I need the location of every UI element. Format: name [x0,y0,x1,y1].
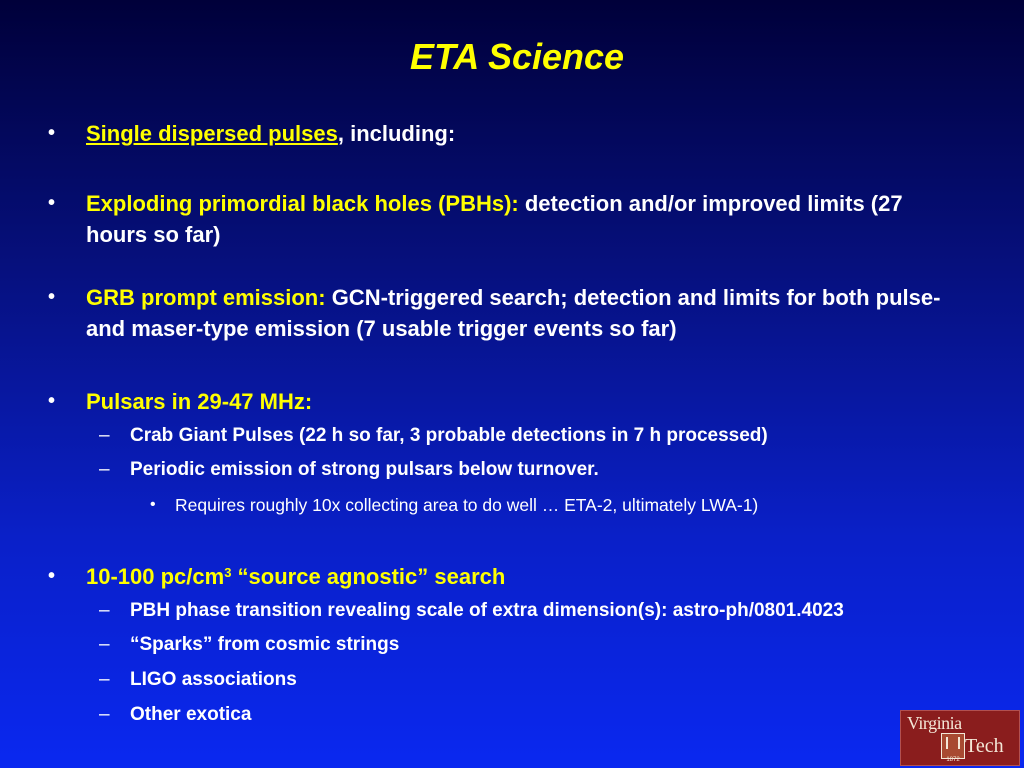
sub-item-text: Crab Giant Pulses (22 h so far, 3 probable detections in 7 h processed) [130,425,768,446]
dash-icon: – [99,459,110,480]
logo-year: 1872 [946,757,960,763]
sub-item-text: Other exotica [130,704,252,725]
bullet-highlight [86,564,505,589]
virginia-tech-logo [900,710,1020,766]
bullet-exploding-pbhs [48,188,946,250]
bullet-icon: • [150,496,156,513]
bullet-single-dispersed-pulses [48,118,991,149]
bullet-text: detection and/or improved limits (27 hours so far) [86,191,903,247]
slide-title: ETA Science [409,36,625,77]
bullet-icon: • [48,192,56,214]
bullet-icon: • [48,390,56,412]
bullet-highlight: Exploding primordial black holes (PBHs): [86,191,519,216]
sub-item-periodic-emission [99,458,1010,482]
sub-item-text: Periodic emission of strong pulsars below turnover. [130,459,599,480]
dash-icon: – [99,669,110,690]
sub-item-text: PBH phase transition revealing scale of extra dimension(s): astro-ph/0801.4023 [130,600,844,621]
bullet-highlight: Pulsars in 29-47 MHz: [86,389,313,414]
superscript: 3 [224,565,232,580]
sub-item-sparks [99,633,1010,657]
sub-item-text: “Sparks” from cosmic strings [130,634,400,655]
sub-sub-item-collecting-area [150,494,995,516]
dash-icon: – [99,704,110,725]
seal-icon [941,733,965,759]
highlight-pre: 10-100 pc/cm [86,564,225,589]
highlight-post: “source agnostic” search [231,564,506,589]
bullet-grb-prompt-emission [48,282,956,344]
bullet-highlight: Single dispersed pulses [86,121,338,146]
sub-item-crab-giant-pulses [99,424,1010,448]
bullet-icon: • [48,565,56,587]
bullet-icon: • [48,122,56,144]
bullet-pulsars [48,386,991,417]
logo-name-line2: Tech [965,735,1004,757]
logo-name-line1: Virginia [907,713,962,733]
dash-icon: – [99,425,110,446]
bullet-icon: • [48,286,56,308]
bullet-text: , including: [337,121,456,146]
bullet-source-agnostic-search [48,561,991,592]
sub-sub-item-text: Requires roughly 10x collecting area to do well … ETA-2, ultimately LWA-1) [175,495,759,515]
sub-item-other-exotica [99,703,1010,727]
dash-icon: – [99,600,110,621]
sub-item-text: LIGO associations [130,669,297,690]
bullet-highlight: GRB prompt emission: [86,285,326,310]
sub-item-ligo [99,668,1010,692]
dash-icon: – [99,634,110,655]
sub-item-pbh-phase-transition [99,599,1010,623]
bullet-text: GCN-triggered search; detection and limits for both pulse- and maser-type emission (7 usable trigger events so far) [86,285,941,341]
